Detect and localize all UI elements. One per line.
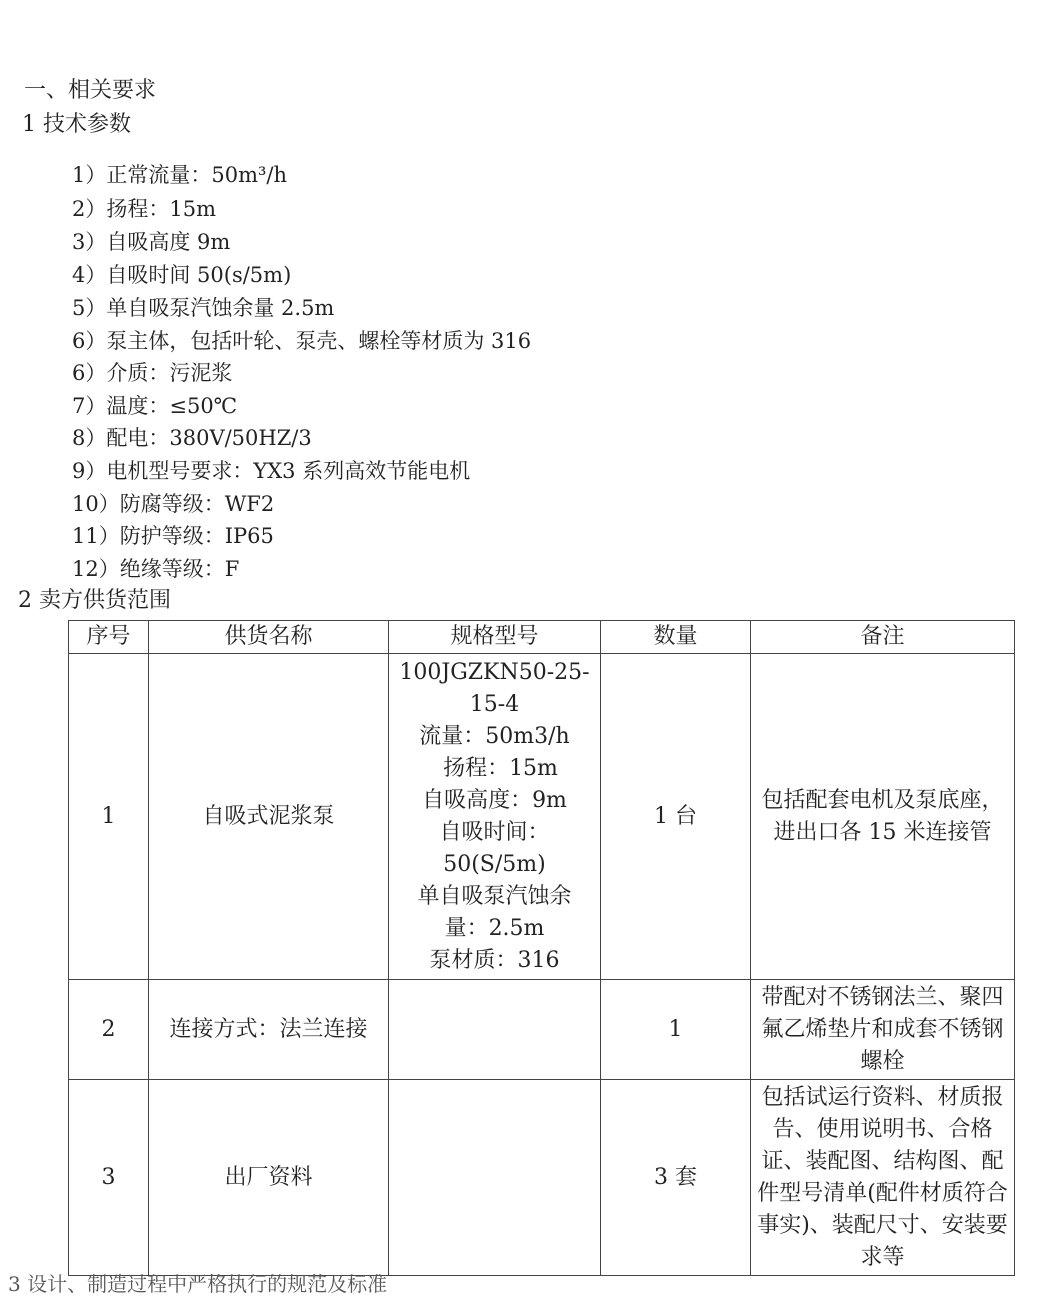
table-header-row bbox=[69, 621, 1015, 654]
row-no: 2 bbox=[69, 980, 149, 1080]
spec-line: 泵材质：316 bbox=[429, 947, 560, 973]
table-row bbox=[69, 980, 1015, 1080]
row-name: 出厂资料 bbox=[149, 1080, 389, 1276]
row-qty: 3 套 bbox=[601, 1080, 751, 1276]
param-item: 6）泵主体，包括叶轮、泵壳、螺栓等材质为 316 bbox=[72, 329, 532, 353]
row-qty: 1 bbox=[601, 980, 751, 1080]
spec-line: 15-4 bbox=[469, 691, 520, 717]
row-spec bbox=[389, 1080, 601, 1276]
header-name: 供货名称 bbox=[149, 621, 389, 654]
header-no: 序号 bbox=[69, 621, 149, 654]
spec-line: 自吸时间： bbox=[439, 819, 550, 845]
spec-line: 流量：50m3/h bbox=[419, 723, 570, 749]
row-name: 自吸式泥浆泵 bbox=[149, 654, 389, 980]
param-item: 5）单自吸泵汽蚀余量 2.5m bbox=[72, 296, 335, 320]
param-item: 10）防腐等级：WF2 bbox=[72, 492, 275, 516]
section-title: 一、相关要求 bbox=[24, 78, 157, 103]
header-spec: 规格型号 bbox=[389, 621, 601, 654]
param-item: 3）自吸高度 9m bbox=[72, 230, 231, 254]
cut-off-text: 3 设计、制造过程中严格执行的规范及标准 bbox=[8, 1272, 388, 1296]
row-note: 包括试运行资料、材质报告、使用说明书、合格证、装配图、结构图、配件型号清单(配件材质符合事实)、装配尺寸、安装要求等 bbox=[751, 1080, 1015, 1276]
spec-line: 50(S/5m) bbox=[443, 851, 546, 877]
spec-line: 单自吸泵汽蚀余 bbox=[417, 883, 572, 909]
cut-off-footer-line bbox=[8, 1268, 407, 1297]
row-note: 包括配套电机及泵底座，进出口各 15 米连接管 bbox=[751, 654, 1015, 980]
param-item: 12）绝缘等级：F bbox=[72, 557, 240, 581]
header-qty: 数量 bbox=[601, 621, 751, 654]
param-item: 11）防护等级：IP65 bbox=[72, 524, 274, 548]
subsection-technical-params: 1 技术参数 bbox=[22, 112, 131, 137]
row-no: 1 bbox=[69, 654, 149, 980]
param-item: 6）介质：污泥浆 bbox=[72, 361, 233, 385]
row-name: 连接方式：法兰连接 bbox=[149, 980, 389, 1080]
spec-line: 100JGZKN50-25- bbox=[399, 659, 590, 685]
row-note: 带配对不锈钢法兰、聚四氟乙烯垫片和成套不锈钢螺栓 bbox=[751, 980, 1015, 1080]
supply-scope-table bbox=[68, 620, 1015, 1276]
spec-line: 扬程：15m bbox=[443, 755, 558, 781]
param-item: 2）扬程：15m bbox=[72, 197, 216, 221]
param-item: 7）温度：≤50℃ bbox=[72, 394, 238, 418]
table-row bbox=[69, 1080, 1015, 1276]
row-no: 3 bbox=[69, 1080, 149, 1276]
row-qty: 1 台 bbox=[601, 654, 751, 980]
table-row bbox=[69, 654, 1015, 980]
row-spec bbox=[389, 980, 601, 1080]
param-item: 1）正常流量：50m³/h bbox=[72, 163, 288, 187]
spec-line: 自吸高度：9m bbox=[422, 787, 567, 813]
param-item: 8）配电：380V/50HZ/3 bbox=[72, 426, 312, 450]
subsection-supply-scope: 2 卖方供货范围 bbox=[18, 588, 171, 613]
param-item: 9）电机型号要求：YX3 系列高效节能电机 bbox=[72, 459, 471, 483]
header-note: 备注 bbox=[751, 621, 1015, 654]
row-spec bbox=[389, 654, 601, 980]
param-item: 4）自吸时间 50(s/5m) bbox=[72, 263, 292, 287]
spec-line: 量：2.5m bbox=[444, 915, 545, 941]
